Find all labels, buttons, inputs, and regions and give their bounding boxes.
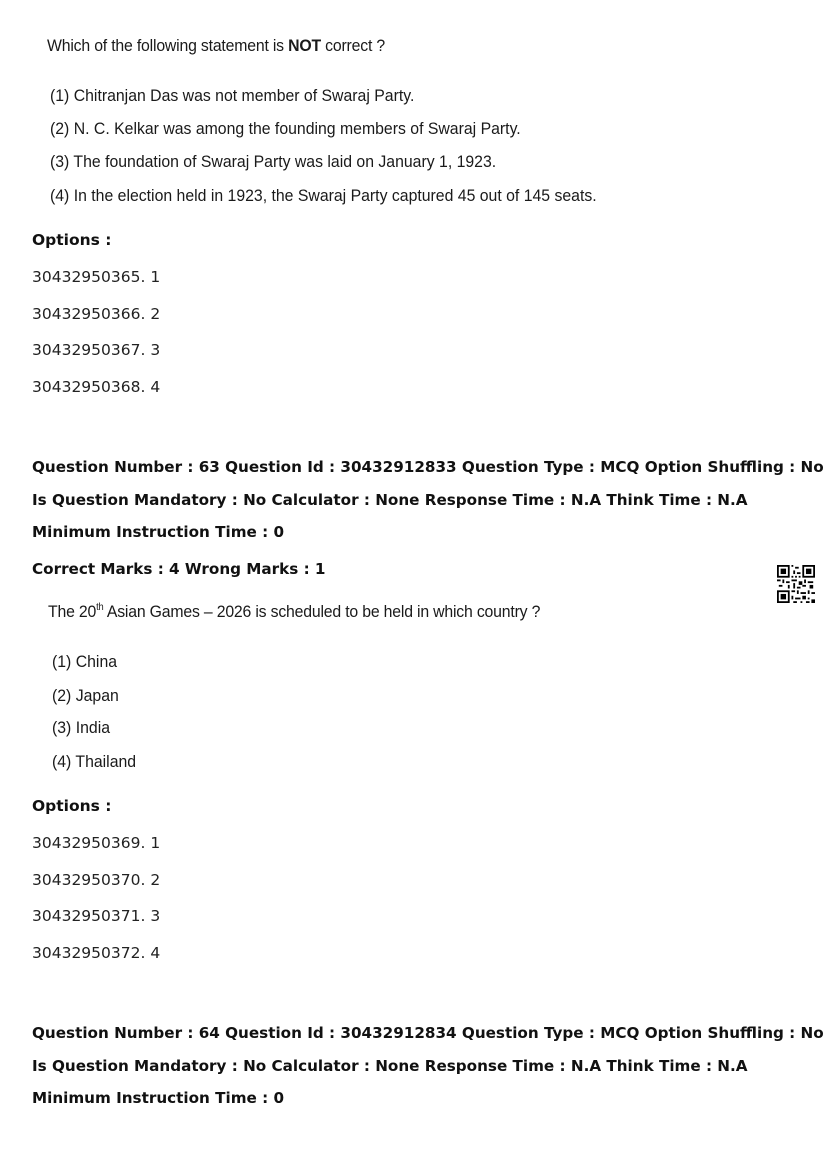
question-63-stem	[48, 602, 540, 622]
question-62-choice-2: (2) N. C. Kelkar was among the founding members of Swaraj Party.	[50, 119, 521, 138]
question-62-stem-end: correct ?	[320, 36, 385, 55]
question-63-options-label: Options :	[32, 797, 112, 815]
question-63-stem-start: The 20	[48, 602, 97, 621]
question-63-stem-superscript: th	[96, 602, 104, 613]
question-63-choice-2: (2) Japan	[52, 686, 119, 705]
question-63-option-2: 30432950370. 2	[32, 871, 161, 889]
question-62-choice-1: (1) Chitranjan Das was not member of Swaraj Party.	[50, 86, 415, 105]
question-62-stem-start: Which of the following statement is	[47, 36, 289, 55]
question-63-choice-3: (3) India	[52, 718, 111, 737]
question-63-option-1: 30432950369. 1	[32, 834, 161, 852]
question-63-option-4: 30432950372. 4	[32, 944, 161, 962]
question-64-meta-line-3: Minimum Instruction Time : 0	[32, 1089, 285, 1107]
question-63-option-3: 30432950371. 3	[32, 907, 161, 925]
question-63-choice-1: (1) China	[52, 652, 118, 671]
question-62-options-label: Options :	[32, 231, 112, 249]
question-63-stem-end: Asian Games – 2026 is scheduled to be held in which country ?	[103, 602, 541, 621]
question-62-option-3: 30432950367. 3	[32, 341, 161, 359]
question-63-meta-line-3: Minimum Instruction Time : 0	[32, 523, 285, 541]
question-62-choice-4: (4) In the election held in 1923, the Swaraj Party captured 45 out of 145 seats.	[50, 186, 597, 205]
question-63-choice-4: (4) Thailand	[52, 752, 137, 771]
qr-code-icon	[777, 565, 815, 603]
question-63-meta-line-2: Is Question Mandatory : No Calculator : None Response Time : N.A Think Time : N.A	[32, 491, 748, 509]
question-64-meta-line-2: Is Question Mandatory : No Calculator : None Response Time : N.A Think Time : N.A	[32, 1057, 748, 1075]
question-62-option-1: 30432950365. 1	[32, 268, 161, 286]
question-64-meta-line-1: Question Number : 64 Question Id : 30432912834 Question Type : MCQ Option Shuffling : No	[32, 1024, 824, 1042]
question-62-stem-emphasis: NOT	[288, 36, 321, 55]
question-62-choice-3: (3) The foundation of Swaraj Party was laid on January 1, 1923.	[50, 152, 497, 171]
question-63-marks: Correct Marks : 4 Wrong Marks : 1	[32, 560, 326, 578]
question-63-meta-line-1: Question Number : 63 Question Id : 30432912833 Question Type : MCQ Option Shuffling : No	[32, 458, 824, 476]
question-62-option-4: 30432950368. 4	[32, 378, 161, 396]
question-62-stem	[47, 36, 385, 56]
question-62-option-2: 30432950366. 2	[32, 305, 161, 323]
